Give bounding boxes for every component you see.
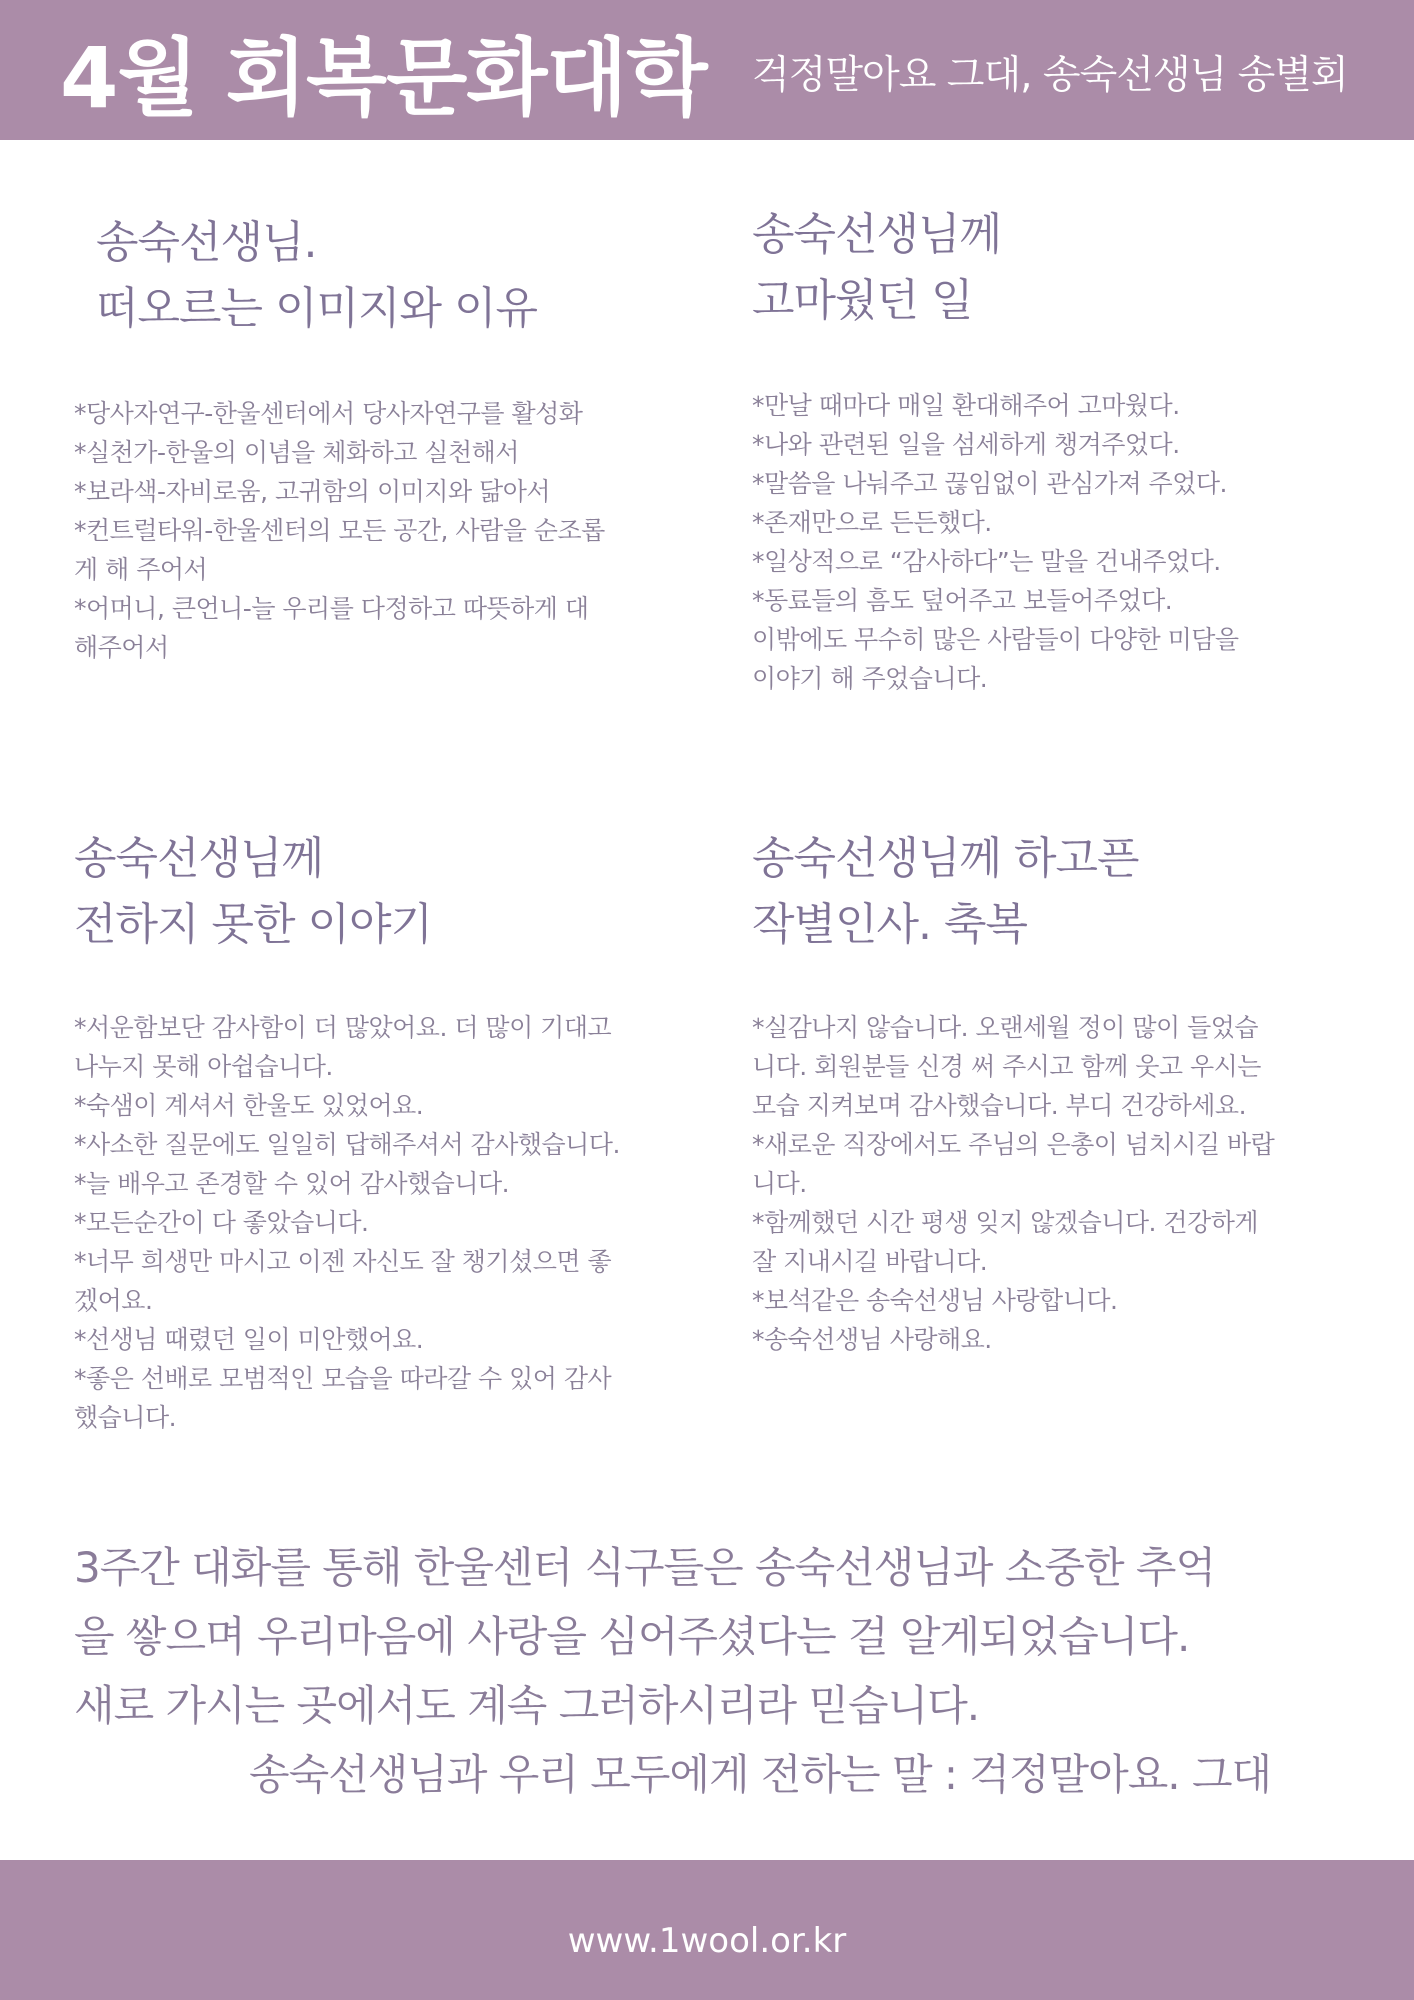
body-line: *만날 때마다 매일 환대해주어 고마웠다. [752, 391, 1180, 420]
body-line: 이야기 해 주었습니다. [752, 664, 988, 693]
section-title-line: 송숙선생님. [96, 217, 317, 268]
body-line: 나누지 못해 아쉽습니다. [74, 1052, 333, 1081]
section-title [752, 826, 1372, 958]
body-line: 해주어서 [74, 633, 169, 662]
body-line: 겠어요. [74, 1286, 153, 1315]
section-farewell-blessing [752, 826, 1372, 1359]
body-line: *일상적으로 “감사하다”는 말을 건내주었다. [752, 547, 1221, 576]
body-line: *실천가-한울의 이념을 체화하고 실천해서 [74, 438, 519, 467]
page-subtitle: 걱정말아요 그대, 송숙선생님 송별회 [752, 53, 1348, 98]
body-line: *숙샘이 계셔서 한울도 있었어요. [74, 1091, 424, 1120]
section-title [752, 202, 1372, 334]
section-body [752, 386, 1372, 698]
body-line: *새로운 직장에서도 주님의 은총이 넘치시길 바랍 [752, 1130, 1275, 1159]
body-line: 잘 지내시길 바랍니다. [752, 1247, 988, 1276]
closing-line: 3주간 대화를 통해 한울센터 식구들은 송숙선생님과 소중한 추억 [74, 1543, 1216, 1592]
body-line: *송숙선생님 사랑해요. [752, 1325, 992, 1354]
body-line: *보석같은 송숙선생님 사랑합니다. [752, 1286, 1118, 1315]
body-line: *선생님 때렸던 일이 미안했어요. [74, 1325, 424, 1354]
body-line: *함께했던 시간 평생 잊지 않겠습니다. 건강하게 [752, 1208, 1259, 1237]
body-line: *늘 배우고 존경할 수 있어 감사했습니다. [74, 1169, 510, 1198]
section-thankful-things [752, 202, 1372, 698]
body-line: 했습니다. [74, 1403, 177, 1432]
body-line: *말씀을 나눠주고 끊임없이 관심가져 주었다. [752, 469, 1227, 498]
body-line: *사소한 질문에도 일일히 답해주셔서 감사했습니다. [74, 1130, 620, 1159]
body-line: 게 해 주어서 [74, 555, 208, 584]
section-title-line: 떠오르는 이미지와 이유 [96, 283, 538, 334]
section-image-and-reason [74, 210, 694, 667]
body-line: 이밖에도 무수히 많은 사람들이 다양한 미담을 [752, 625, 1239, 654]
section-body [752, 1008, 1372, 1359]
section-title-line: 고마웠던 일 [752, 275, 973, 326]
body-line: *나와 관련된 일을 섬세하게 챙겨주었다. [752, 430, 1180, 459]
section-title-line: 송숙선생님께 [752, 209, 1002, 260]
section-body [74, 394, 694, 667]
section-title-line: 송숙선생님께 [74, 833, 324, 884]
closing-line: 새로 가시는 곳에서도 계속 그러하시리라 믿습니다. [74, 1681, 980, 1730]
body-line: 모습 지켜보며 감사했습니다. 부디 건강하세요. [752, 1091, 1247, 1120]
footer-band [0, 1860, 1414, 2000]
closing-message [74, 1533, 1354, 1809]
closing-line: 을 쌓으며 우리마음에 사랑을 심어주셨다는 걸 알게되었습니다. [74, 1612, 1190, 1661]
body-line: *존재만으로 든든했다. [752, 508, 992, 537]
closing-line: 송숙선생님과 우리 모두에게 전하는 말 : 걱정말아요. 그대 [249, 1750, 1272, 1799]
footer-url-link[interactable]: www.1wool.or.kr [567, 1921, 847, 1961]
body-line: *당사자연구-한울센터에서 당사자연구를 활성화 [74, 399, 583, 428]
header-band [0, 0, 1414, 140]
section-title-line: 전하지 못한 이야기 [74, 899, 433, 950]
body-line: *너무 희생만 마시고 이젠 자신도 잘 챙기셨으면 좋 [74, 1247, 612, 1276]
page-title: 4월 회복문화대학 [60, 29, 707, 127]
body-line: *서운함보단 감사함이 더 많았어요. 더 많이 기대고 [74, 1013, 612, 1042]
body-line: 니다. [752, 1169, 807, 1198]
section-title [74, 826, 694, 958]
body-line: *컨트럴타워-한울센터의 모든 공간, 사람을 순조롭 [74, 516, 605, 545]
body-line: *보라색-자비로움, 고귀함의 이미지와 닮아서 [74, 477, 551, 506]
body-line: 니다. 회원분들 신경 써 주시고 함께 웃고 우시는 [752, 1052, 1261, 1081]
body-line: *좋은 선배로 모범적인 모습을 따라갈 수 있어 감사 [74, 1364, 612, 1393]
section-title-line: 작별인사. 축복 [752, 899, 1027, 950]
section-body [74, 1008, 694, 1437]
section-untold-stories [74, 826, 694, 1437]
body-line: *실감나지 않습니다. 오랜세월 정이 많이 들었습 [752, 1013, 1259, 1042]
body-line: *어머니, 큰언니-늘 우리를 다정하고 따뜻하게 대 [74, 594, 589, 623]
body-line: *동료들의 흠도 덮어주고 보들어주었다. [752, 586, 1173, 615]
body-line: *모든순간이 다 좋았습니다. [74, 1208, 369, 1237]
section-title [74, 210, 694, 342]
section-title-line: 송숙선생님께 하고픈 [752, 833, 1139, 884]
